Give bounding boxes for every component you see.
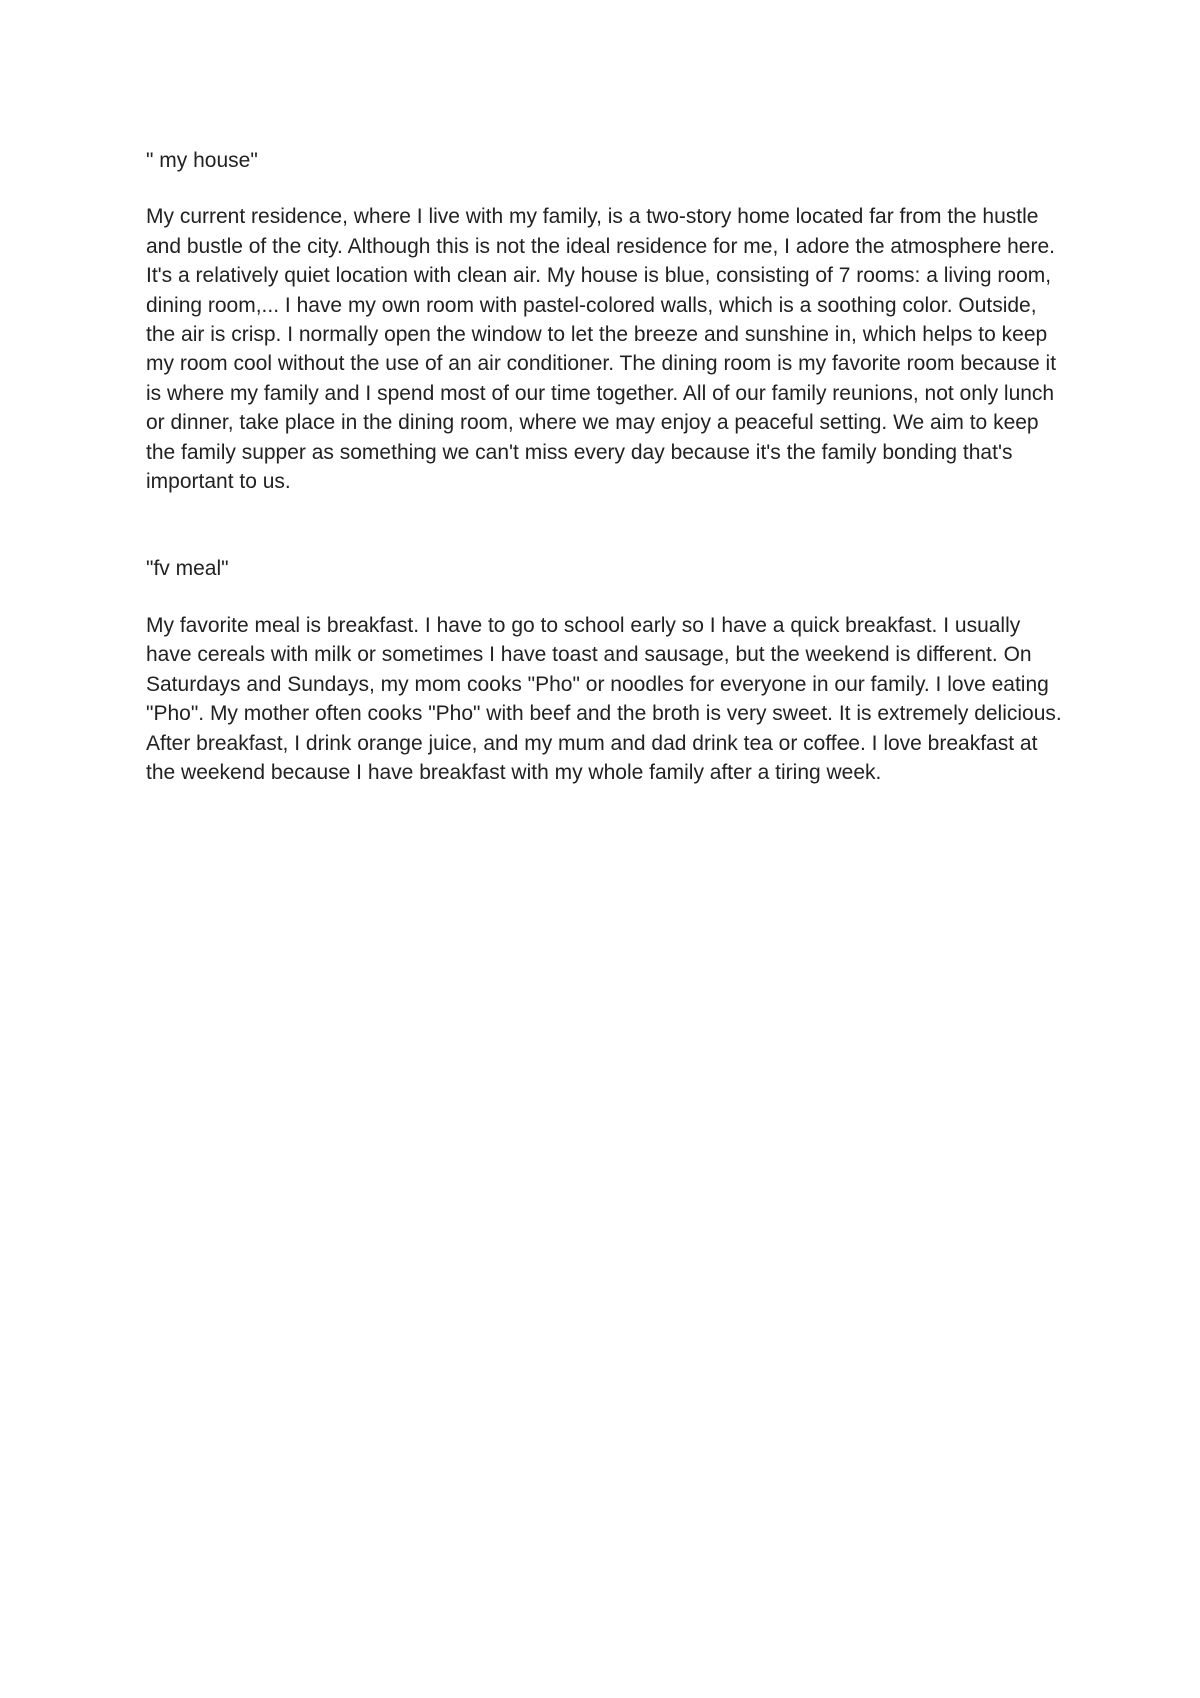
section-fv-meal (146, 554, 1066, 787)
section-paragraph: My favorite meal is breakfast. I have to go to school early so I have a quick breakfast. I usually have cereals with milk or sometimes I have toast and sausage, but the weekend is different. On Saturdays and Sundays, my mom cooks "Pho" or noodles for everyone in our family. I love eating "Pho". My mother often cooks "Pho" with beef and the broth is very sweet. It is extremely delicious. After breakfast, I drink orange juice, and my mum and dad drink tea or coffee. I love breakfast at the weekend because I have breakfast with my whole family after a tiring week. (146, 613, 1062, 784)
section-my-house (146, 146, 1066, 496)
section-paragraph: My current residence, where I live with my family, is a two-story home located far from the hustle and bustle of the city. Although this is not the ideal residence for me, I adore the atmosphere here. It's a relatively quiet location with clean air. My house is blue, consisting of 7 rooms: a living room, dining room,... I have my own room with pastel-colored walls, which is a soothing color. Outside, the air is crisp. I normally open the window to let the breeze and sunshine in, which helps to keep my room cool without the use of an air conditioner. The dining room is my favorite room because it is where my family and I spend most of our time together. All of our family reunions, not only lunch or dinner, take place in the dining room, where we may enjoy a peaceful setting. We aim to keep the family supper as something we can't miss every day because it's the family bonding that's important to us. (146, 205, 1057, 494)
document-content (146, 146, 1066, 787)
section-title: " my house" (146, 149, 258, 172)
section-title: "fv meal" (146, 557, 229, 581)
